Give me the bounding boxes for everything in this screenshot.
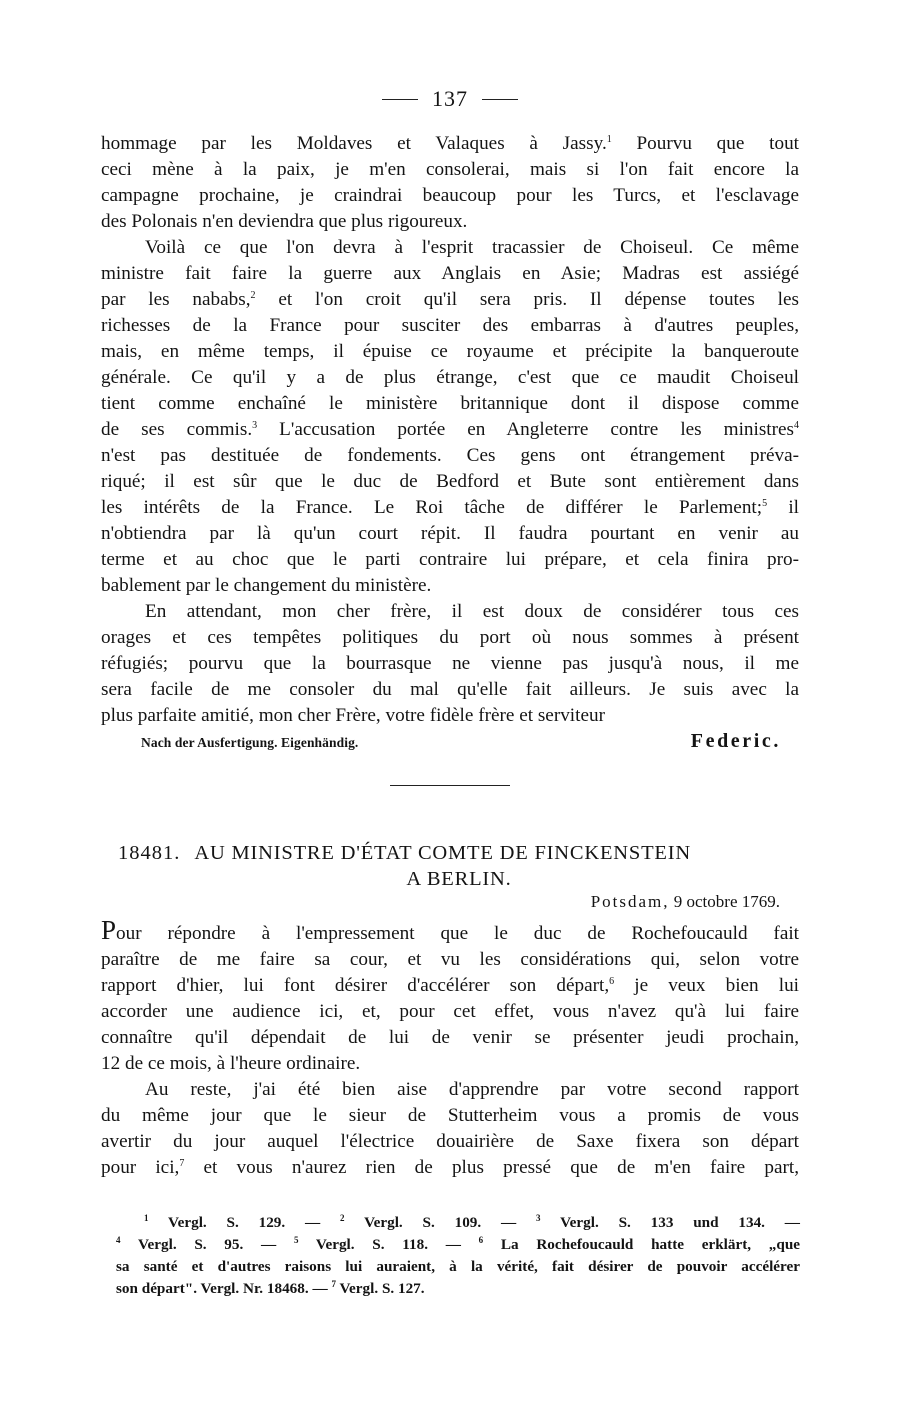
text-line: accorder une audience ici, et, pour cet effet, vous n'avez qu'à lui faire — [101, 1001, 799, 1022]
text-line: pour ici,$^7$ et vous n'aurez rien de plus pressé que de m'en faire part, — [101, 1157, 799, 1178]
footnote-line: $^1$ Vergl. S. 129. — $^2$ Vergl. S. 109. — $^3$ Vergl. S. 133 und 134. — — [144, 1213, 800, 1231]
text-line: de ses commis.$^3$ L'accusation portée en Angleterre contre les ministres$^4$ — [101, 419, 799, 440]
text-line: des Polonais n'en deviendra que plus rigoureux. — [101, 211, 468, 232]
text-line: Voilà ce que l'on devra à l'esprit tracassier de Choiseul. Ce même — [145, 237, 799, 258]
text-line: ministre fait faire la guerre aux Anglais en Asie; Madras est assiégé — [101, 263, 799, 284]
closing-line — [141, 730, 781, 753]
text-line: hommage par les Moldaves et Valaques à Jassy.$^1$ Pourvu que tout — [101, 133, 799, 154]
dateline-place: Potsdam, — [590, 892, 670, 911]
running-head — [0, 86, 900, 112]
text-line: paraître de me faire sa cour, et vu les considérations qui, selon votre — [101, 949, 799, 970]
letter-title: AU MINISTRE D'ÉTAT COMTE DE FINCKENSTEIN — [194, 842, 691, 864]
footnote-mark: 7 — [179, 1158, 185, 1169]
text-line: campagne prochaine, je craindrai beaucoup pour les Turcs, et l'esclavage — [101, 185, 799, 206]
footnote-line: son départ". Vergl. Nr. 18468. — $^7$ Vergl. S. 127. — [116, 1279, 425, 1297]
text-line: bablement par le changement du ministère. — [101, 575, 432, 596]
footnote-line: sa santé et d'autres raisons lui auraient, à la vérité, fait désirer de pouvoir accélérer — [116, 1258, 800, 1275]
text-line: 12 de ce mois, à l'heure ordinaire. — [101, 1053, 361, 1074]
text-line: générale. Ce qu'il y a de plus étrange, c'est que ce maudit Choiseul — [101, 367, 799, 388]
text-line: mais, en même temps, il épuise ce royaume et précipite la banqueroute — [101, 341, 799, 362]
section-divider — [390, 785, 510, 786]
text-line: n'est pas destituée de fondements. Ces gens ont étrangement préva- — [101, 445, 799, 466]
text-line: rapport d'hier, lui font désirer d'accélérer son départ,$^6$ je veux bien lui — [101, 975, 800, 996]
dateline — [460, 892, 780, 912]
letter-heading — [118, 840, 788, 892]
page-number: 137 — [432, 86, 468, 111]
text-line: orages et ces tempêtes politiques du port où nous sommes à présent — [101, 627, 799, 648]
text-line: n'obtiendra par là qu'un court répit. Il faudra pourtant en venir au — [101, 523, 799, 544]
footnote-mark: 2 — [250, 290, 256, 301]
text-line: En attendant, mon cher frère, il est doux de considérer tous ces — [145, 601, 799, 622]
letter-number: 18481. — [118, 842, 181, 864]
text-line: tient comme enchaîné le ministère britannique dont il dispose comme — [101, 393, 799, 414]
source-note: Nach der Ausfertigung. Eigenhändig. — [141, 735, 359, 750]
text-line: riqué; il est sûr que le duc de Bedford et Bute sont entièrement dans — [101, 471, 799, 492]
text-line: avertir du jour auquel l'électrice douairière de Saxe fixera son départ — [101, 1131, 799, 1152]
text-line: terme et au choc que le parti contraire lui prépare, et cela finira pro- — [101, 549, 799, 570]
footnote-mark: 6 — [609, 976, 615, 987]
previous-letter-body — [101, 131, 799, 729]
footnotes — [116, 1212, 800, 1300]
running-head-dash-right — [482, 99, 518, 100]
text-line: richesses de la France pour susciter des embarras à d'autres peuples, — [101, 315, 799, 336]
footnote-mark: 1 — [606, 134, 612, 145]
text-line: ceci mène à la paix, je m'en consolerai, mais si l'on fait encore la — [101, 159, 799, 180]
text-line: par les nababs,$^2$ et l'on croit qu'il sera pris. Il dépense toutes les — [101, 289, 799, 310]
signature: Federic. — [690, 730, 781, 752]
running-head-dash-left — [382, 99, 418, 100]
text-line: réfugiés; pourvu que la bourrasque ne vienne pas jusqu'à nous, il me — [101, 653, 799, 674]
footnote-mark: 5 — [762, 498, 768, 509]
text-line: connaître qu'il dépendait de lui de venir se présenter jeudi prochain, — [101, 1027, 799, 1048]
letter-body — [101, 915, 800, 1181]
dateline-date: 9 octobre 1769. — [673, 892, 780, 911]
text-line: les intérêts de la France. Le Roi tâche de différer le Parlement;$^5$ il — [101, 497, 799, 518]
footnote-mark: 4 — [794, 420, 799, 431]
text-line: plus parfaite amitié, mon cher Frère, votre fidèle frère et serviteur — [101, 705, 605, 726]
text-line: Pour répondre à l'empressement que le duc de Rochefoucauld fait — [101, 915, 799, 945]
letter-title-location: A BERLIN. — [406, 868, 512, 890]
footnote-line: $^4$ Vergl. S. 95. — $^5$ Vergl. S. 118. — $^6$ La Rochefoucauld hatte erklärt, „que — [116, 1235, 801, 1253]
text-line: sera facile de me consoler du mal qu'elle fait ailleurs. Je suis avec la — [101, 679, 799, 700]
footnote-mark: 3 — [252, 420, 258, 431]
text-line: du même jour que le sieur de Stutterheim vous a promis de vous — [101, 1105, 799, 1126]
text-line: Au reste, j'ai été bien aise d'apprendre par votre second rapport — [145, 1079, 799, 1100]
drop-initial: P — [101, 915, 117, 945]
